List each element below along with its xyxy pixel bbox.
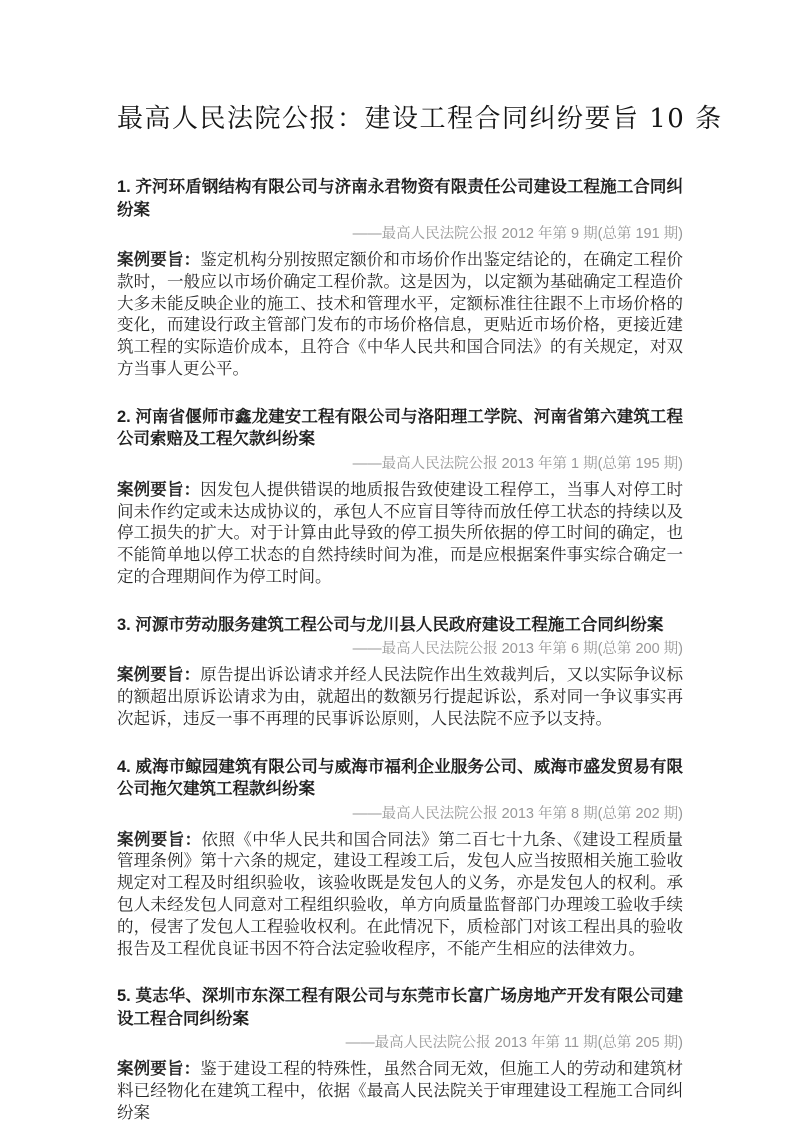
case-section-4 [117, 756, 683, 961]
case-summary [117, 830, 683, 961]
case-summary [117, 480, 683, 589]
document-title: 最高人民法院公报：建设工程合同纠纷要旨 10 条 [117, 104, 723, 134]
case-summary-label: 案例要旨： [117, 251, 201, 269]
case-section-3 [117, 614, 683, 731]
case-summary [117, 665, 683, 730]
case-summary-label: 案例要旨： [117, 480, 201, 499]
case-section-5 [117, 985, 683, 1124]
case-summary-text: 因发包人提供错误的地质报告致使建设工程停工，当事人对停工时间未作约定或未达成协议的，承包人不应盲目等待而放任停工状态的持续以及停工损失的扩大。对于计算由此导致的停工损失所依据的停工时间的确定，也不能简单地以停工状态的自然持续时间为准，而是应根据案件事实综合确定一定的合理期间作为停工时间。 [117, 480, 684, 586]
case-summary [117, 250, 683, 381]
case-heading: 4. 威海市鲸园建筑有限公司与威海市福利企业服务公司、威海市盛发贸易有限公司拖欠建筑工程款纠纷案 [117, 757, 683, 799]
case-heading: 1. 齐河环盾钢结构有限公司与济南永君物资有限责任公司建设工程施工合同纠纷案 [117, 178, 683, 219]
case-summary-label: 案例要旨： [117, 666, 201, 685]
case-summary-label: 案例要旨： [117, 1060, 201, 1079]
case-citation: ——最高人民法院公报 2013 年第 1 期(总第 195 期) [352, 455, 683, 472]
case-citation: ——最高人民法院公报 2012 年第 9 期(总第 191 期) [352, 226, 683, 242]
case-summary [117, 1059, 683, 1124]
case-summary-text: 原告提出诉讼请求并经人民法院作出生效裁判后，又以实际争议标的额超出原诉讼请求为由，就超出的数额另行提起诉讼，系对同一争议事实再次起诉，违反一事不再理的民事诉讼原则，人民法院不应予以支持。 [117, 666, 684, 728]
case-section-2 [117, 406, 683, 589]
case-heading: 5. 莫志华、深圳市东深工程有限公司与东莞市长富广场房地产开发有限公司建设工程合同纠纷案 [117, 987, 683, 1028]
case-summary-text: 鉴定机构分别按照定额价和市场价作出鉴定结论的，在确定工程价款时，一般应以市场价确定工程价款。这是因为，以定额为基础确定工程造价大多未能反映企业的施工、技术和管理水平，定额标准往往跟不上市场价格的变化，而建设行政主管部门发布的市场价格信息，更贴近市场价格，更接近建筑工程的实际造价成本，且符合《中华人民共和国合同法》的有关规定，对双方当事人更公平。 [117, 251, 684, 378]
case-summary-text: 鉴于建设工程的特殊性，虽然合同无效，但施工人的劳动和建筑材料已经物化在建筑工程中，依据《最高人民法院关于审理建设工程施工合同纠纷案 [117, 1060, 684, 1123]
case-section-1 [117, 176, 683, 381]
case-summary-text: 依照《中华人民共和国合同法》第二百七十九条、《建设工程质量管理条例》第十六条的规定，建设工程竣工后，发包人应当按照相关施工验收规定对工程及时组织验收，该验收既是发包人的义务，亦是发包人的权利。承包人未经发包人同意对工程组织验收，单方向质量监督部门办理竣工验收手续的，侵害了发包人工程验收权利。在此情况下，质检部门对该工程出具的验收报告及工程优良证书因不符合法定验收程序，不能产生相应的法律效力。 [117, 830, 684, 958]
case-heading: 2. 河南省偃师市鑫龙建安工程有限公司与洛阳理工学院、河南省第六建筑工程公司索赔及工程欠款纠纷案 [117, 407, 683, 449]
case-summary-label: 案例要旨： [117, 830, 202, 849]
case-citation: ——最高人民法院公报 2013 年第 8 期(总第 202 期) [352, 805, 683, 822]
case-heading: 3. 河源市劳动服务建筑工程公司与龙川县人民政府建设工程施工合同纠纷案 [117, 615, 664, 634]
case-citation: ——最高人民法院公报 2013 年第 6 期(总第 200 期) [352, 641, 683, 658]
case-citation: ——最高人民法院公报 2013 年第 11 期(总第 205 期) [345, 1035, 683, 1052]
